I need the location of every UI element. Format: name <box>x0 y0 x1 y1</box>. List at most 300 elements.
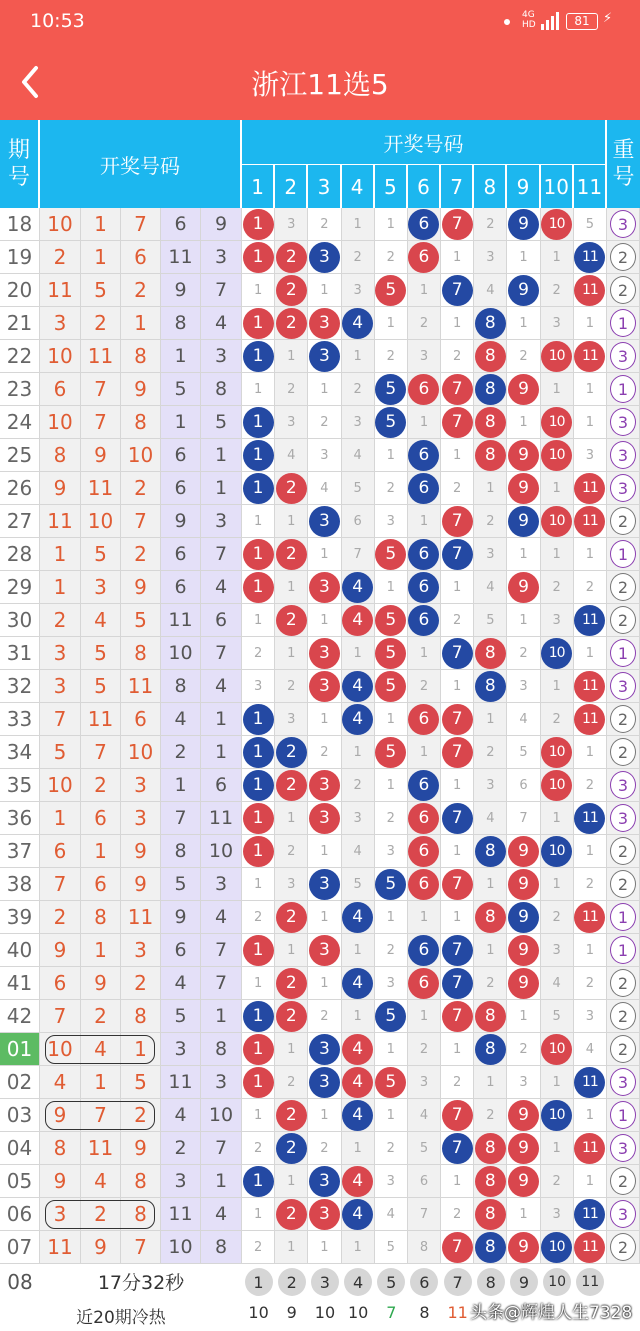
distribution-cell <box>474 1066 507 1099</box>
distribution-cell <box>342 967 375 1000</box>
drawn-number-ball: 7 <box>442 1100 473 1131</box>
distribution-cell <box>342 637 375 670</box>
distribution-cell <box>474 1132 507 1165</box>
miss-count: 1 <box>419 282 429 298</box>
drawn-number-ball: 8 <box>475 1166 506 1197</box>
span-value: 5 <box>161 868 201 901</box>
sum-tail-value: 3 <box>201 340 242 373</box>
drawn-number-ball: 1 <box>243 539 274 570</box>
distribution-cell <box>474 967 507 1000</box>
distribution-cell <box>375 1099 408 1132</box>
miss-count: 2 <box>486 513 495 529</box>
drawn-number-ball: 6 <box>408 539 439 570</box>
drawn-number-ball: 4 <box>342 1067 373 1098</box>
span-value: 11 <box>161 1066 201 1099</box>
drawn-number-ball: 9 <box>508 275 539 306</box>
table-row <box>0 967 640 1000</box>
sum-tail-value: 7 <box>201 934 242 967</box>
distribution-cell <box>474 637 507 670</box>
winning-number: 6 <box>40 967 81 1000</box>
distribution-cell <box>541 1099 574 1132</box>
distribution-cell <box>541 835 574 868</box>
distribution-cell <box>507 703 540 736</box>
distribution-cell <box>375 406 408 439</box>
select-number-ball[interactable]: 1 <box>245 1268 273 1296</box>
miss-count: 3 <box>353 810 362 826</box>
miss-count: 3 <box>287 876 296 892</box>
winning-number: 9 <box>121 835 161 868</box>
table-row <box>0 802 640 835</box>
drawn-number-ball: 9 <box>508 836 539 867</box>
drawn-number-ball: 6 <box>408 836 439 867</box>
distribution-cell <box>507 439 540 472</box>
repeat-cell <box>607 373 640 406</box>
miss-count: 3 <box>287 414 296 430</box>
miss-count: 3 <box>585 1008 595 1024</box>
distribution-cell <box>574 967 607 1000</box>
select-number-ball[interactable]: 4 <box>344 1268 372 1296</box>
distribution-cell <box>242 934 275 967</box>
issue-number: 24 <box>0 406 40 439</box>
winning-number: 7 <box>121 208 161 241</box>
issue-number: 35 <box>0 769 40 802</box>
table-row <box>0 571 640 604</box>
winning-number: 11 <box>40 274 81 307</box>
drawn-number-ball: 5 <box>375 869 406 900</box>
drawn-number-ball: 1 <box>243 803 274 834</box>
select-number-ball[interactable]: 5 <box>377 1268 405 1296</box>
distribution-cell <box>275 373 308 406</box>
distribution-cell <box>308 1198 341 1231</box>
distribution-cell <box>507 670 540 703</box>
drawn-number-ball: 8 <box>475 836 506 867</box>
distribution-cell <box>242 373 275 406</box>
sum-tail-value: 4 <box>201 571 242 604</box>
distribution-cell <box>507 769 540 802</box>
miss-count: 3 <box>320 447 329 463</box>
miss-count: 2 <box>552 282 561 298</box>
miss-count: 2 <box>453 1206 462 1222</box>
distribution-cell <box>408 1198 441 1231</box>
miss-count: 1 <box>453 1173 462 1189</box>
distribution-cell <box>574 1132 607 1165</box>
drawn-number-ball: 10 <box>541 1034 572 1065</box>
miss-count: 2 <box>552 579 561 595</box>
repeat-cell <box>607 934 640 967</box>
drawn-number-ball: 10 <box>541 506 572 537</box>
distribution-cell <box>574 736 607 769</box>
drawn-number-ball: 8 <box>475 1133 506 1164</box>
winning-number: 2 <box>40 901 81 934</box>
winning-number: 10 <box>81 505 121 538</box>
span-value: 5 <box>161 1000 201 1033</box>
issue-number: 33 <box>0 703 40 736</box>
winning-number: 1 <box>40 571 81 604</box>
distribution-cell <box>574 1198 607 1231</box>
issue-number: 29 <box>0 571 40 604</box>
winning-number: 8 <box>40 439 81 472</box>
miss-count: 1 <box>585 1173 595 1189</box>
issue-column-header: 期号 <box>0 120 40 208</box>
distribution-cell <box>275 802 308 835</box>
select-number-ball[interactable]: 9 <box>510 1268 538 1296</box>
drawn-number-ball: 2 <box>276 737 307 768</box>
distribution-cell <box>507 802 540 835</box>
drawn-number-ball: 6 <box>408 374 439 405</box>
distribution-cell <box>541 901 574 934</box>
repeat-count-badge: 1 <box>610 639 636 667</box>
winning-number: 1 <box>40 538 81 571</box>
select-number-ball[interactable]: 2 <box>278 1268 306 1296</box>
distribution-cell <box>474 868 507 901</box>
winning-number: 5 <box>121 604 161 637</box>
miss-count: 2 <box>453 480 462 496</box>
miss-count: 4 <box>486 282 495 298</box>
repeat-count-badge: 2 <box>610 507 636 535</box>
select-number-ball[interactable]: 11 <box>576 1268 604 1296</box>
drawn-number-ball: 7 <box>442 638 473 669</box>
drawn-number-ball: 6 <box>408 770 439 801</box>
distribution-cell <box>342 703 375 736</box>
span-value: 6 <box>161 208 201 241</box>
drawn-number-ball: 2 <box>276 968 307 999</box>
repeat-count-badge: 2 <box>610 573 636 601</box>
distribution-cell <box>308 637 341 670</box>
distribution-cell <box>441 604 474 637</box>
distribution-cell <box>242 868 275 901</box>
distribution-cell <box>507 1165 540 1198</box>
drawn-number-ball: 9 <box>508 1100 539 1131</box>
drawn-number-ball: 9 <box>508 473 539 504</box>
miss-count: 1 <box>585 381 595 397</box>
repeat-cell <box>607 274 640 307</box>
miss-count: 1 <box>453 1041 462 1057</box>
repeat-count-badge: 2 <box>610 276 636 304</box>
miss-count: 2 <box>552 711 561 727</box>
distribution-cell <box>541 736 574 769</box>
span-value: 1 <box>161 406 201 439</box>
select-number-ball[interactable]: 3 <box>311 1268 339 1296</box>
miss-count: 1 <box>585 1107 595 1123</box>
winning-number: 10 <box>40 769 81 802</box>
winning-number: 8 <box>121 637 161 670</box>
winning-number: 8 <box>81 901 121 934</box>
distribution-cell <box>308 802 341 835</box>
winning-number: 6 <box>81 802 121 835</box>
drawn-number-ball: 7 <box>442 935 473 966</box>
miss-count: 3 <box>552 315 561 331</box>
distribution-cell <box>242 604 275 637</box>
distribution-cell <box>275 1066 308 1099</box>
table-row <box>0 274 640 307</box>
distribution-cell <box>375 1165 408 1198</box>
drawn-number-ball: 2 <box>276 473 307 504</box>
repeat-count-badge: 2 <box>610 870 636 898</box>
drawn-number-ball: 7 <box>442 1001 473 1032</box>
winning-number: 3 <box>40 307 81 340</box>
number-column-header-4: 4 <box>342 165 375 208</box>
distribution-cell <box>308 1066 341 1099</box>
network-indicator: 4G HD <box>522 10 536 30</box>
miss-count: 1 <box>419 513 429 529</box>
winning-number: 9 <box>81 967 121 1000</box>
drawn-number-ball: 6 <box>408 242 439 273</box>
drawn-number-ball: 9 <box>508 1133 539 1164</box>
select-number-ball[interactable]: 7 <box>444 1268 472 1296</box>
distribution-cell <box>375 1066 408 1099</box>
repeat-cell <box>607 340 640 373</box>
drawn-number-ball: 11 <box>574 902 605 933</box>
distribution-cell <box>574 604 607 637</box>
miss-count: 1 <box>287 942 296 958</box>
miss-count: 2 <box>253 1140 263 1156</box>
miss-count: 5 <box>519 744 528 760</box>
repeat-count-badge: 1 <box>610 540 636 568</box>
distribution-cell <box>275 637 308 670</box>
repeat-cell <box>607 241 640 274</box>
distribution-cell <box>242 1198 275 1231</box>
winning-number: 5 <box>81 538 121 571</box>
span-value: 10 <box>161 637 201 670</box>
drawn-number-ball: 8 <box>475 1001 506 1032</box>
drawn-number-ball: 1 <box>243 1067 274 1098</box>
distribution-cell <box>375 472 408 505</box>
distribution-cell <box>541 472 574 505</box>
winning-number: 6 <box>40 835 81 868</box>
miss-count: 2 <box>386 810 395 826</box>
miss-count: 3 <box>386 843 395 859</box>
drawn-number-ball: 3 <box>309 308 340 339</box>
distribution-cell <box>308 472 341 505</box>
distribution-cell <box>242 802 275 835</box>
distribution-cell <box>275 703 308 736</box>
miss-count: 1 <box>552 678 561 694</box>
distribution-cell <box>342 769 375 802</box>
drawn-number-ball: 9 <box>508 869 539 900</box>
repeat-count-badge: 3 <box>610 474 636 502</box>
issue-number: 42 <box>0 1000 40 1033</box>
miss-count: 2 <box>453 612 462 628</box>
repeat-count-badge: 2 <box>610 1002 636 1030</box>
distribution-cell <box>541 934 574 967</box>
miss-count: 1 <box>287 579 296 595</box>
winning-number: 1 <box>81 208 121 241</box>
miss-count: 1 <box>253 612 263 628</box>
distribution-cell <box>408 1000 441 1033</box>
table-header <box>0 120 640 208</box>
winning-number: 7 <box>40 1000 81 1033</box>
miss-count: 1 <box>486 876 495 892</box>
drawn-number-ball: 9 <box>508 935 539 966</box>
drawn-number-ball: 9 <box>508 506 539 537</box>
miss-count: 5 <box>486 612 495 628</box>
table-row <box>0 505 640 538</box>
distribution-cell <box>574 1000 607 1033</box>
distribution-cell <box>308 340 341 373</box>
drawn-number-ball: 3 <box>309 671 340 702</box>
table-row <box>0 835 640 868</box>
miss-count: 1 <box>419 645 429 661</box>
repeat-cell <box>607 637 640 670</box>
table-row <box>0 439 640 472</box>
repeat-cell <box>607 967 640 1000</box>
winning-number: 8 <box>121 1165 161 1198</box>
distribution-cell <box>474 1231 507 1264</box>
table-row <box>0 340 640 373</box>
distribution-cell <box>541 505 574 538</box>
distribution-cell <box>308 208 341 241</box>
winning-number: 3 <box>121 802 161 835</box>
table-row <box>0 637 640 670</box>
winning-number: 3 <box>121 934 161 967</box>
distribution-cell <box>408 604 441 637</box>
number-column-header-6: 6 <box>408 165 441 208</box>
repeat-count-badge: 2 <box>610 1233 636 1261</box>
miss-count: 1 <box>386 777 395 793</box>
drawn-number-ball: 10 <box>541 1100 572 1131</box>
miss-count: 2 <box>419 678 429 694</box>
repeat-cell <box>607 901 640 934</box>
distribution-cell <box>441 505 474 538</box>
miss-count: 1 <box>585 942 595 958</box>
table-row <box>0 406 640 439</box>
drawn-number-ball: 11 <box>574 1232 605 1263</box>
battery-icon: 81 <box>566 13 598 30</box>
distribution-cell <box>507 604 540 637</box>
distribution-cell <box>242 571 275 604</box>
repeat-count-badge: 2 <box>610 1035 636 1063</box>
sum-tail-value: 7 <box>201 1132 242 1165</box>
hot-cold-value: 10 <box>347 1303 369 1322</box>
drawn-number-ball: 1 <box>243 308 274 339</box>
winning-number: 9 <box>40 1165 81 1198</box>
winning-number: 11 <box>81 1132 121 1165</box>
drawn-number-ball: 3 <box>309 869 340 900</box>
distribution-cell <box>507 373 540 406</box>
distribution-cell <box>507 208 540 241</box>
issue-number: 36 <box>0 802 40 835</box>
span-value: 2 <box>161 736 201 769</box>
distribution-cell <box>408 802 441 835</box>
miss-count: 1 <box>453 249 462 265</box>
select-number-ball[interactable]: 10 <box>543 1268 571 1296</box>
distribution-cell <box>441 241 474 274</box>
distribution-cell <box>308 307 341 340</box>
miss-count: 1 <box>253 1206 263 1222</box>
distribution-cell <box>408 1165 441 1198</box>
table-row <box>0 670 640 703</box>
repeat-count-badge: 3 <box>610 771 636 799</box>
miss-count: 2 <box>253 1239 263 1255</box>
drawn-number-ball: 1 <box>243 440 274 471</box>
drawn-number-ball: 3 <box>309 770 340 801</box>
distribution-cell <box>507 868 540 901</box>
drawn-number-ball: 5 <box>375 275 406 306</box>
distribution-cell <box>441 736 474 769</box>
drawn-number-ball: 10 <box>541 407 572 438</box>
drawn-number-ball: 7 <box>442 539 473 570</box>
drawn-number-ball: 6 <box>408 803 439 834</box>
miss-count: 1 <box>386 711 395 727</box>
winning-number: 8 <box>40 1132 81 1165</box>
distribution-cell <box>342 241 375 274</box>
drawn-number-ball: 4 <box>342 1166 373 1197</box>
hot-cold-value: 9 <box>286 1303 297 1322</box>
winning-number: 1 <box>81 1066 121 1099</box>
miss-count: 4 <box>552 975 561 991</box>
miss-count: 2 <box>386 942 395 958</box>
drawn-number-ball: 1 <box>243 209 274 240</box>
distribution-cell <box>375 538 408 571</box>
sum-tail-value: 1 <box>201 472 242 505</box>
distribution-cell <box>408 637 441 670</box>
drawn-number-ball: 1 <box>243 242 274 273</box>
table-row <box>0 1198 640 1231</box>
distribution-cell <box>574 1099 607 1132</box>
miss-count: 1 <box>320 282 329 298</box>
drawn-number-ball: 8 <box>475 671 506 702</box>
drawn-number-ball: 1 <box>243 1034 274 1065</box>
miss-count: 1 <box>519 546 528 562</box>
distribution-cell <box>574 472 607 505</box>
distribution-cell <box>275 472 308 505</box>
drawn-number-ball: 2 <box>276 308 307 339</box>
miss-count: 1 <box>353 348 362 364</box>
drawn-number-ball: 2 <box>276 1001 307 1032</box>
distribution-cell <box>441 835 474 868</box>
distribution-cell <box>474 439 507 472</box>
winning-number: 2 <box>81 307 121 340</box>
issue-number: 06 <box>0 1198 40 1231</box>
distribution-cell <box>474 1198 507 1231</box>
drawn-number-ball: 3 <box>309 1166 340 1197</box>
drawn-number-ball: 3 <box>309 935 340 966</box>
sum-tail-value: 3 <box>201 505 242 538</box>
miss-count: 1 <box>552 480 561 496</box>
miss-count: 5 <box>353 480 362 496</box>
distribution-cell <box>275 538 308 571</box>
winning-number: 11 <box>81 472 121 505</box>
distribution-cell <box>342 307 375 340</box>
distribution-cell <box>375 1198 408 1231</box>
issue-number: 18 <box>0 208 40 241</box>
repeat-count-badge: 2 <box>610 705 636 733</box>
distribution-cell <box>342 1099 375 1132</box>
distribution-cell <box>441 1000 474 1033</box>
distribution-cell <box>474 1165 507 1198</box>
sum-tail-value: 10 <box>201 835 242 868</box>
distribution-cell <box>275 1099 308 1132</box>
span-value: 1 <box>161 340 201 373</box>
distribution-cell <box>574 637 607 670</box>
drawn-number-ball: 11 <box>574 605 605 636</box>
select-number-ball[interactable]: 6 <box>410 1268 438 1296</box>
distribution-cell <box>408 505 441 538</box>
miss-count: 2 <box>453 1074 462 1090</box>
distribution-cell <box>474 274 507 307</box>
distribution-cell <box>507 1132 540 1165</box>
distribution-cell <box>474 373 507 406</box>
distribution-cell <box>507 637 540 670</box>
sum-tail-value: 1 <box>201 1000 242 1033</box>
repeat-cell <box>607 472 640 505</box>
distribution-cell <box>474 472 507 505</box>
distribution-cell <box>375 241 408 274</box>
select-number-ball[interactable]: 8 <box>477 1268 505 1296</box>
table-row <box>0 868 640 901</box>
miss-count: 1 <box>386 1107 395 1123</box>
distribution-cell <box>308 868 341 901</box>
